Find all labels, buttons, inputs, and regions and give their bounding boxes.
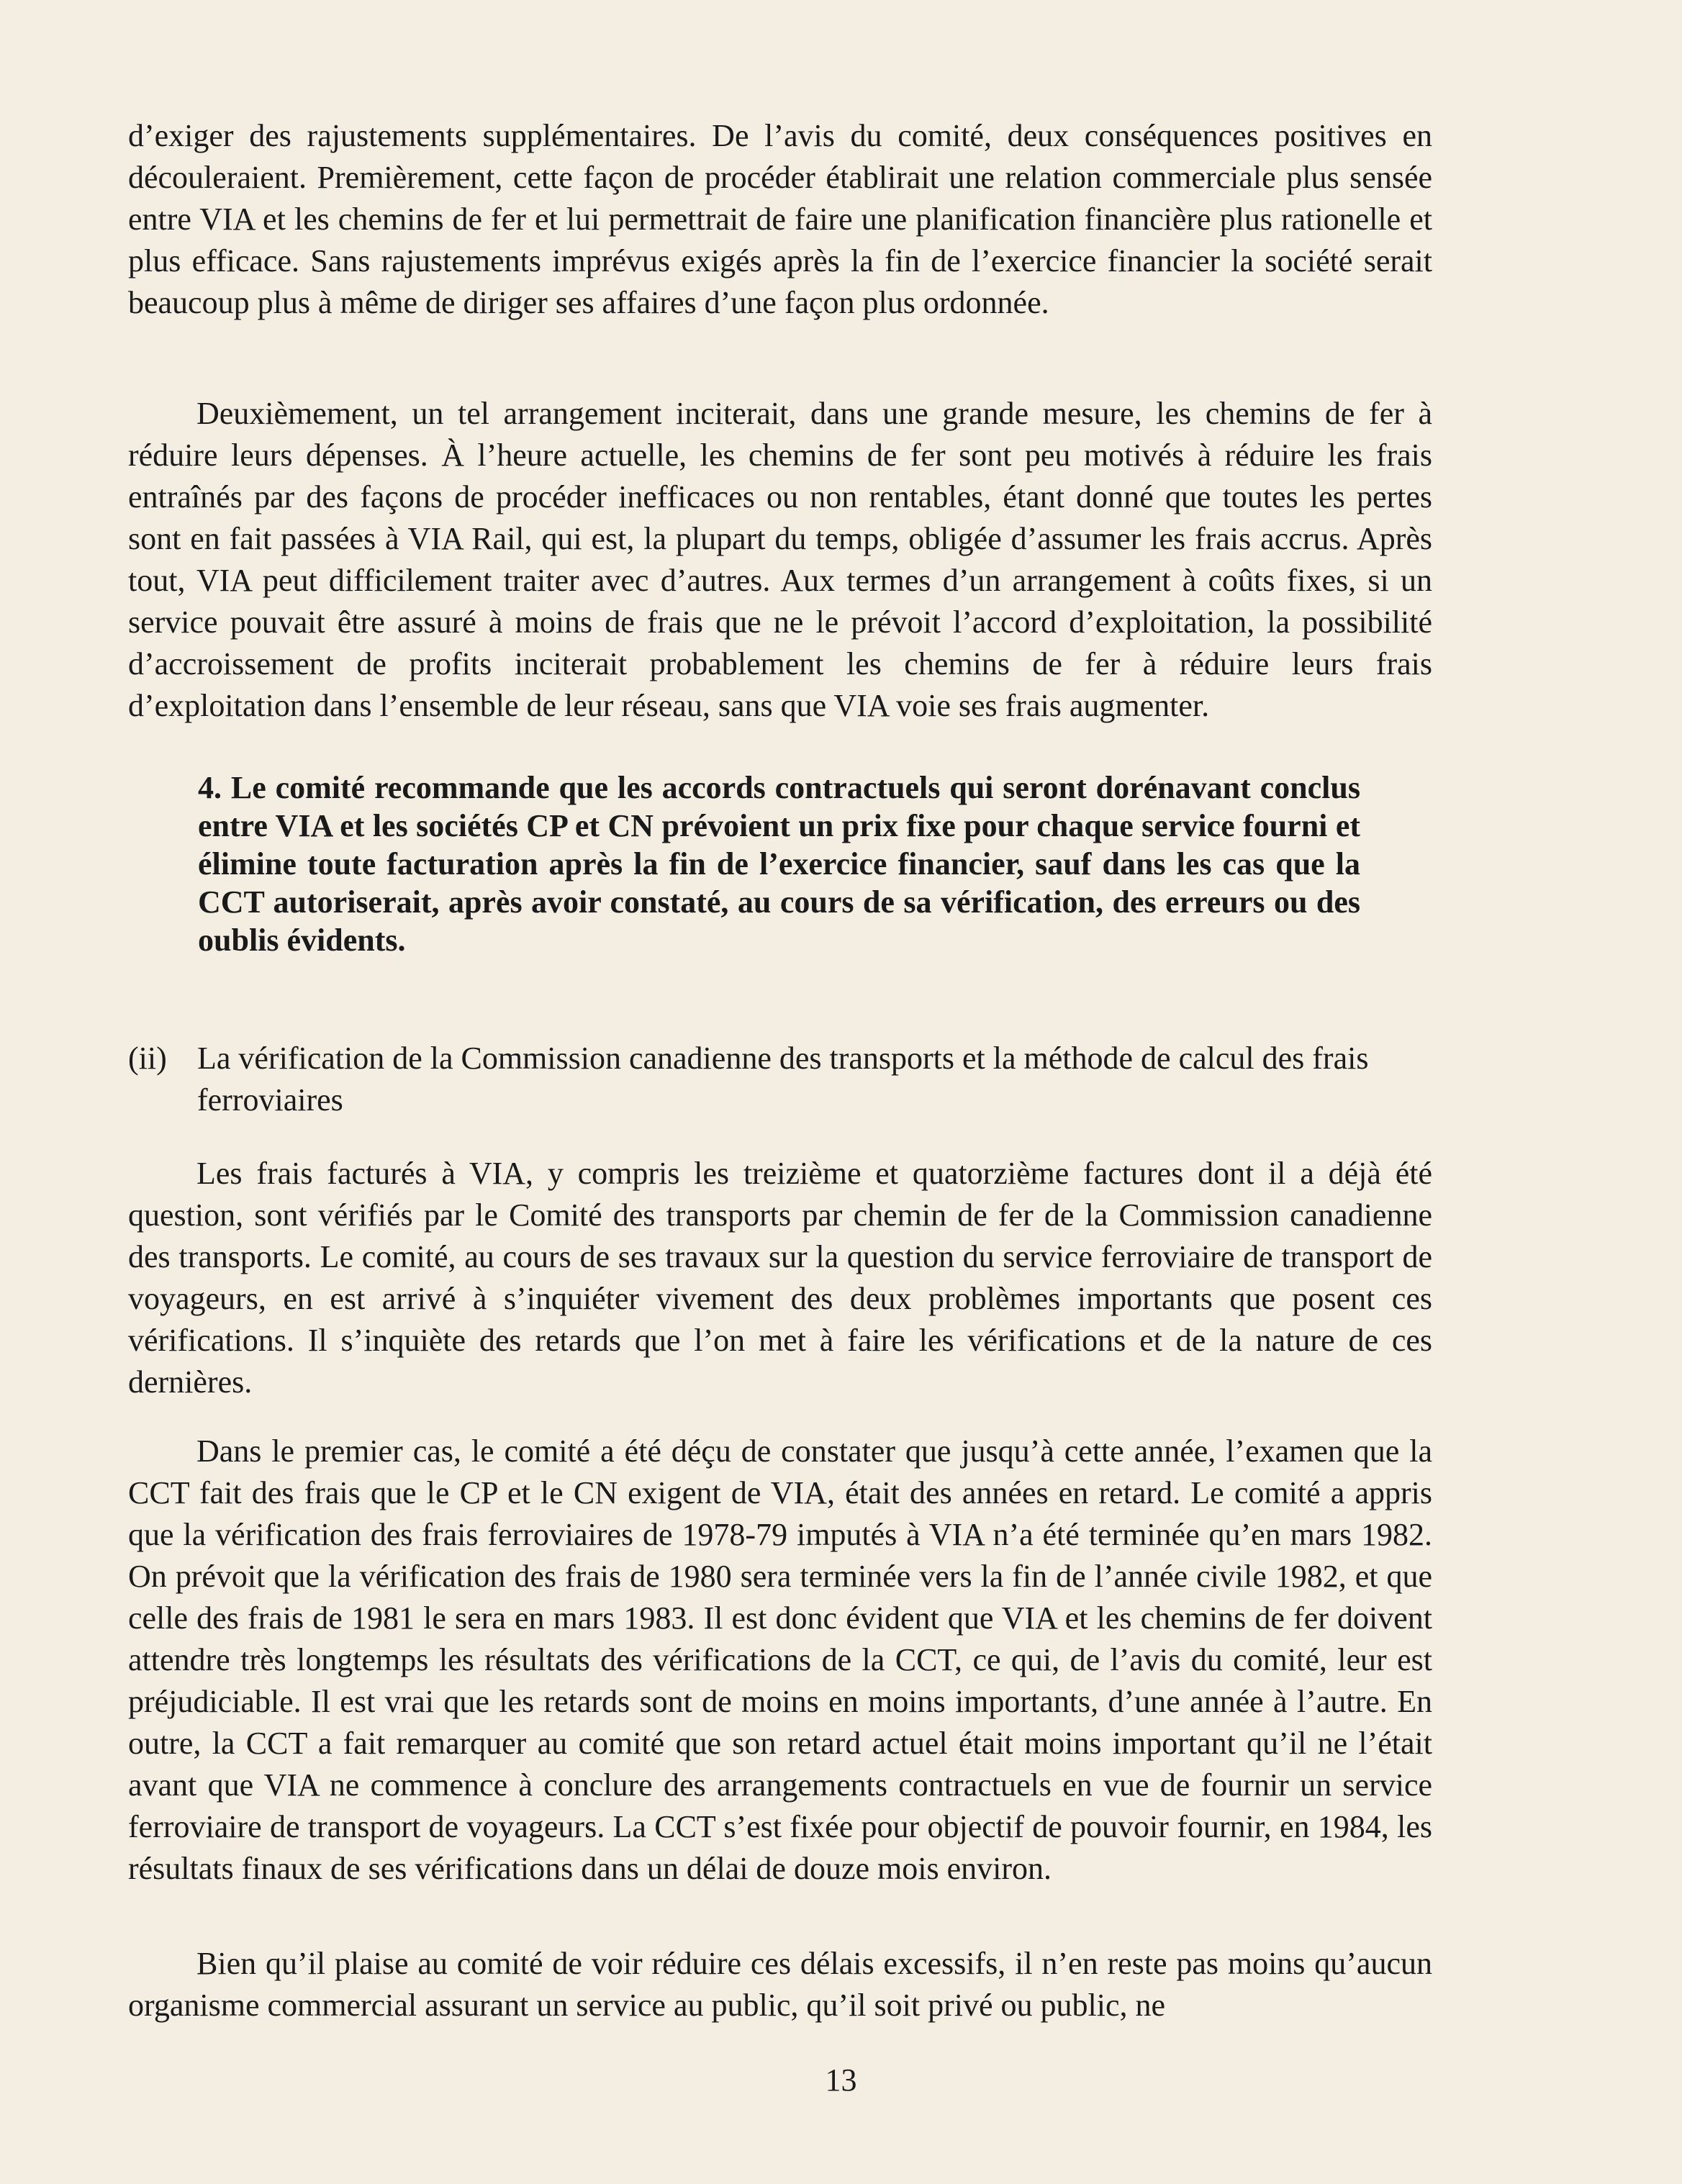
paragraph-frais-factures: Les frais facturés à VIA, y compris les treizième et quatorzième factures dont il a déjà été question, sont vérifiés par le Comité des transports par chemin de fer de la Commission canadienne des transports. Le comité, au cours de ses travaux sur la question du service ferroviaire de transport de voyageurs, en est arrivé à s’inquiéter vivement des deux problèmes importants que posent ces vérifications. Il s’inquiète des retards que l’on met à faire les vérifications et de la nature de ces dernières. <box>128 1156 1432 1400</box>
recommendation-4: 4. Le comité recommande que les accords contractuels qui seront dorénavant conclus entre VIA et les sociétés CP et CN prévoient un prix fixe pour chaque service fourni et élimine toute facturation après la fin de l’exercice financier, sauf dans les cas que la CCT autoriserait, après avoir constaté, au cours de sa vérification, des erreurs ou des oublis évidents. <box>198 770 1360 958</box>
paragraph-continuation: d’exiger des rajustements supplémentaires. De l’avis du comité, deux conséquences positives en découleraient. Premièrement, cette façon de procéder établirait une relation commerciale plus sensée entre VIA et les chemins de fer et lui permettrait de faire une planification financière plus rationelle et plus efficace. Sans rajustements imprévus exigés après la fin de l’exercice financier la société serait beaucoup plus à même de diriger ses affaires d’une façon plus ordonnée. <box>128 118 1432 320</box>
paragraph-deuxiemement: Deuxièmement, un tel arrangement inciterait, dans une grande mesure, les chemins de fer à réduire leurs dépenses. À l’heure actuelle, les chemins de fer sont peu motivés à réduire les frais entraînés par des façons de procéder inefficaces ou non rentables, étant donné que toutes les pertes sont en fait passées à VIA Rail, qui est, la plupart du temps, obligée d’assumer les frais accrus. Après tout, VIA peut difficilement traiter avec d’autres. Aux termes d’un arrangement à coûts fixes, si un service pouvait être assuré à moins de frais que ne le prévoit l’accord d’exploitation, la possibilité d’accroissement de profits inciterait probablement les chemins de fer à réduire leurs frais d’exploitation dans l’ensemble de leur réseau, sans que VIA voie ses frais augmenter. <box>128 396 1432 723</box>
section-heading <box>128 1038 1432 1118</box>
section-heading-marker: (ii) <box>128 1041 167 1076</box>
page-number: 13 <box>825 2062 857 2098</box>
paragraph-premier-cas: Dans le premier cas, le comité a été déçu de constater que jusqu’à cette année, l’examen que la CCT fait des frais que le CP et le CN exigent de VIA, était des années en retard. Le comité a appris que la vérification des frais ferroviaires de 1978-79 imputés à VIA n’a été terminée qu’en mars 1982. On prévoit que la vérification des frais de 1980 sera terminée vers la fin de l’année civile 1982, et que celle des frais de 1981 le sera en mars 1983. Il est donc évident que VIA et les chemins de fer doivent attendre très longtemps les résultats des vérifications de la CCT, ce qui, de l’avis du comité, leur est préjudiciable. Il est vrai que les retards sont de moins en moins importants, d’une année à l’autre. En outre, la CCT a fait remarquer au comité que son retard actuel était moins important qu’il ne l’était avant que VIA ne commence à conclure des arrangements contractuels en vue de fournir un service ferroviaire de transport de voyageurs. La CCT s’est fixée pour objectif de pouvoir fournir, en 1984, les résultats finaux de ses vérifications dans un délai de douze mois environ. <box>128 1433 1432 1886</box>
paragraph-bien-qu: Bien qu’il plaise au comité de voir réduire ces délais excessifs, il n’en reste pas moins qu’aucun organisme commercial assurant un service au public, qu’il soit privé ou public, ne <box>128 1946 1432 2023</box>
section-heading-title: La vérification de la Commission canadienne des transports et la méthode de calcul des frais ferroviaires <box>197 1041 1369 1118</box>
